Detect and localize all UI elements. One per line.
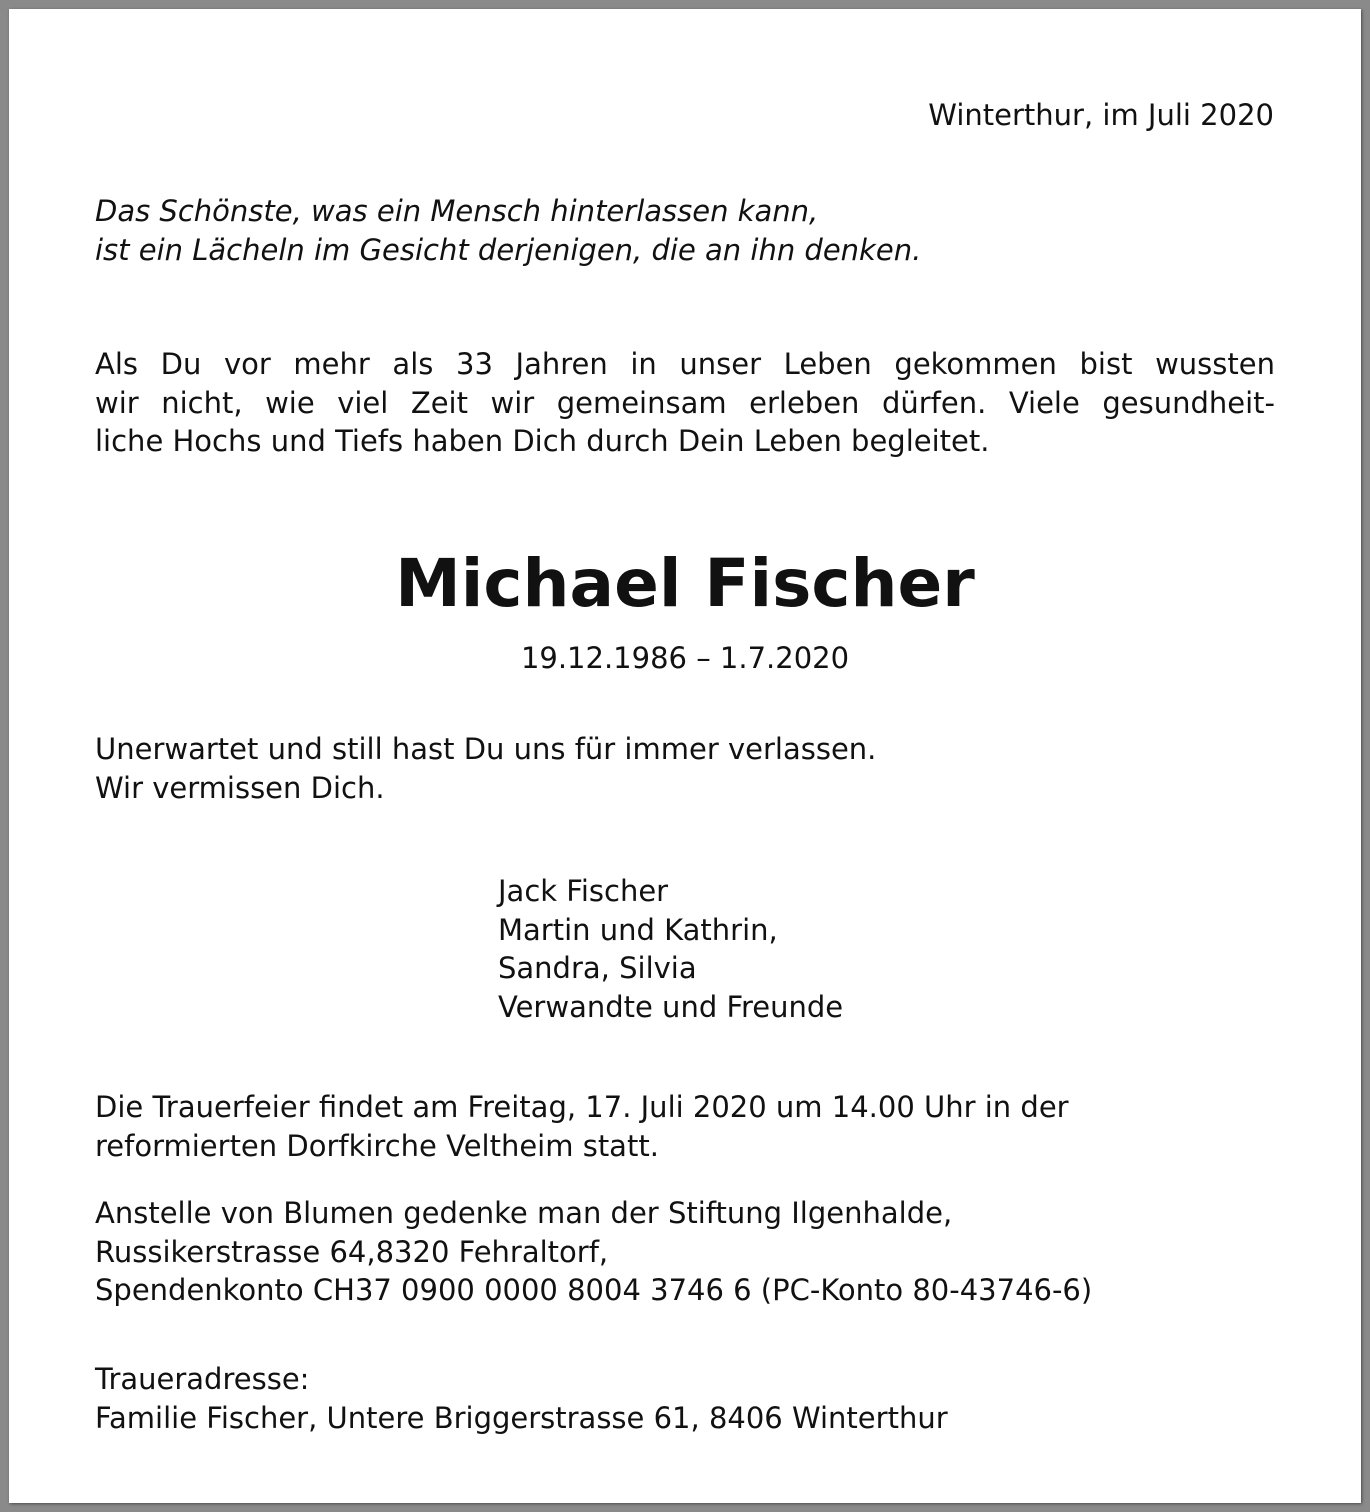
donation-info xyxy=(95,1194,1092,1310)
farewell-line: Unerwartet und still hast Du uns für immer verlassen. xyxy=(95,732,877,766)
farewell-line: Wir vermissen Dich. xyxy=(95,770,385,805)
motto-line: ist ein Lächeln im Gesicht derjenigen, die an ihn denken. xyxy=(95,232,922,267)
intro-line: Als Du vor mehr als 33 Jahren in unser Leben gekommen bist wussten xyxy=(95,347,1275,381)
donation-line: Spendenkonto CH37 0900 0000 8004 3746 6 (PC-Konto 80-43746-6) xyxy=(95,1273,1093,1307)
mourning-address-label: Traueradresse: xyxy=(95,1362,310,1396)
life-dates: 19.12.1986 – 1.7.2020 xyxy=(520,641,850,675)
obituary-page xyxy=(9,9,1361,1503)
donation-line: Russikerstrasse 64,8320 Fehraltorf, xyxy=(95,1234,609,1269)
intro-line: wir nicht, wie viel Zeit wir gemeinsam erleben dürfen. Viele gesundheit- xyxy=(95,385,1275,420)
donation-line: Anstelle von Blumen gedenke man der Stiftung Ilgenhalde, xyxy=(95,1196,953,1230)
place-date: Winterthur, im Juli 2020 xyxy=(928,98,1274,132)
service-info xyxy=(95,1088,1069,1165)
signer: Verwandte und Freunde xyxy=(498,989,844,1024)
mourning-address-line: Familie Fischer, Untere Briggerstrasse 61, 8406 Winterthur xyxy=(95,1400,948,1435)
signer: Martin und Kathrin, xyxy=(498,912,778,947)
signers-list xyxy=(498,872,843,1026)
signer: Sandra, Silvia xyxy=(498,951,697,985)
mourning-address xyxy=(95,1360,948,1437)
intro-line: liche Hochs und Tiefs haben Dich durch Dein Leben begleitet. xyxy=(95,424,990,458)
signer: Jack Fischer xyxy=(498,874,669,908)
deceased-name: Michael Fischer xyxy=(395,545,975,622)
service-line: Die Trauerfeier findet am Freitag, 17. Juli 2020 um 14.00 Uhr in der xyxy=(95,1090,1069,1124)
farewell-text xyxy=(95,730,876,807)
service-line: reformierten Dorfkirche Veltheim statt. xyxy=(95,1128,659,1163)
intro-paragraph xyxy=(95,345,1275,461)
motto-quote xyxy=(95,192,921,269)
motto-line: Das Schönste, was ein Mensch hinterlassen kann, xyxy=(95,194,819,228)
